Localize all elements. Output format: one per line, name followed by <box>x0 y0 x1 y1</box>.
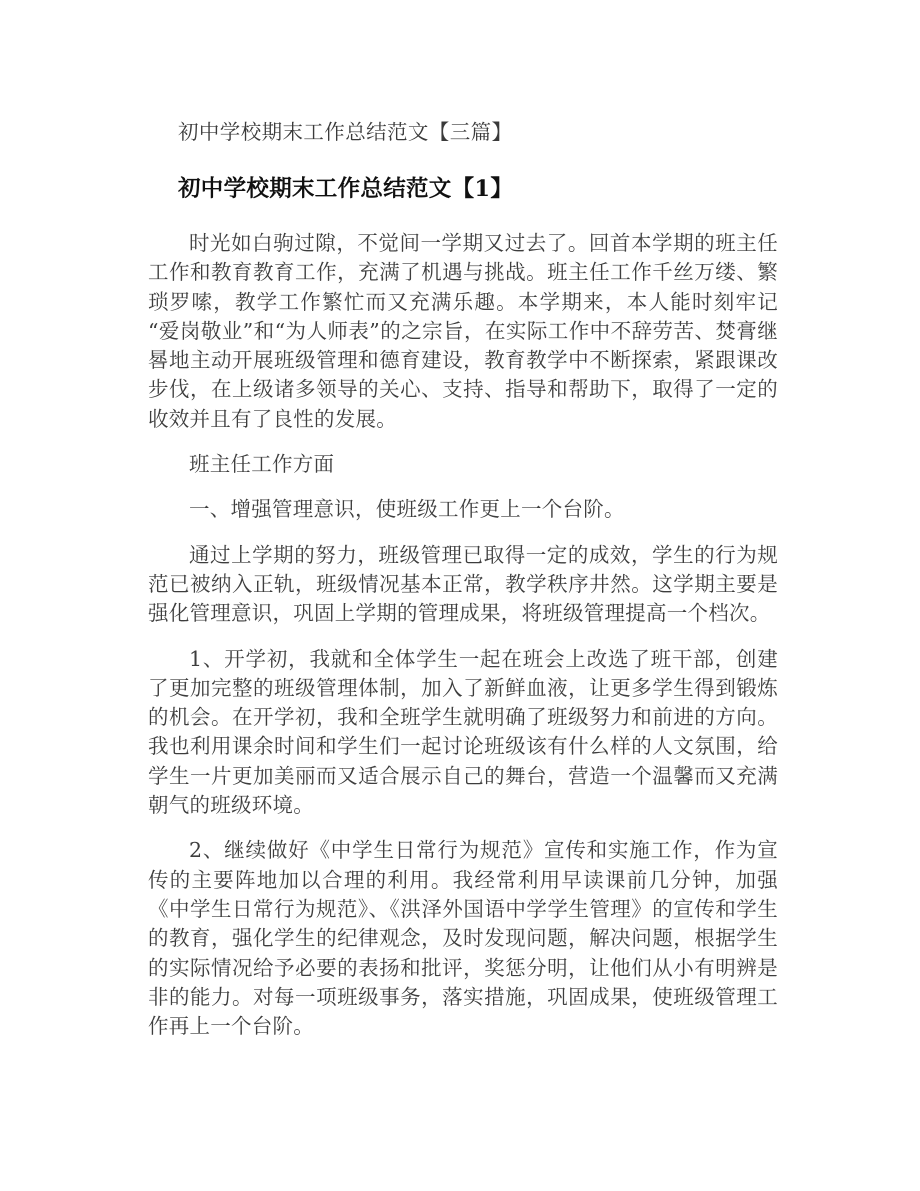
paragraph-2: 班主任工作方面 <box>189 452 335 477</box>
paragraph-3: 一、增强管理意识，使班级工作更上一个台阶。 <box>189 497 625 522</box>
document-title: 初中学校期末工作总结范文【三篇】 <box>178 120 513 144</box>
paragraph-1: 时光如白驹过隙，不觉间一学期又过去了。回首本学期的班主任工作和教育教育工作，充满了机遇与挑战。班主任工作千丝万缕、繁琐罗嗦，教学工作繁忙而又充满乐趣。本学期来，本人能时刻牢记“爱岗敬业”和“为人师表”的之宗旨，在实际工作中不辞劳苦、焚膏继晷地主动开展班级管理和德育建设，教育教学中不断探索，紧跟课改步伐，在上级诸多领导的关心、支持、指导和帮助下，取得了一定的收效并且有了良性的发展。 <box>148 231 778 431</box>
document-body <box>148 118 778 1041</box>
paragraph-4: 通过上学期的努力，班级管理已取得一定的成效，学生的行为规范已被纳入正轨，班级情况基本正常，教学秩序井然。这学期主要是强化管理意识，巩固上学期的管理成果，将班级管理提高一个档次。 <box>148 542 778 626</box>
paragraph-5: 1、开学初，我就和全体学生一起在班会上改选了班干部，创建了更加完整的班级管理体制，加入了新鲜血液，让更多学生得到锻炼的机会。在开学初，我和全班学生就明确了班级努力和前进的方向。我也利用课余时间和学生们一起讨论班级该有什么样的人文氛围，给学生一片更加美丽而又适合展示自己的舞台，营造一个温馨而又充满朝气的班级环境。 <box>148 646 778 818</box>
section-heading: 初中学校期末工作总结范文【1】 <box>178 176 514 202</box>
paragraph-6: 2、继续做好《中学生日常行为规范》宣传和实施工作，作为宣传的主要阵地加以合理的利用。我经常利用早读课前几分钟，加强《中学生日常行为规范》、《洪泽外国语中学学生管理》的宣传和学生的教育，强化学生的纪律观念，及时发现问题，解决问题，根据学生的实际情况给予必要的表扬和批评，奖惩分明，让他们从小有明辨是非的能力。对每一项班级事务，落实措施，巩固成果，使班级管理工作再上一个台阶。 <box>148 838 778 1039</box>
